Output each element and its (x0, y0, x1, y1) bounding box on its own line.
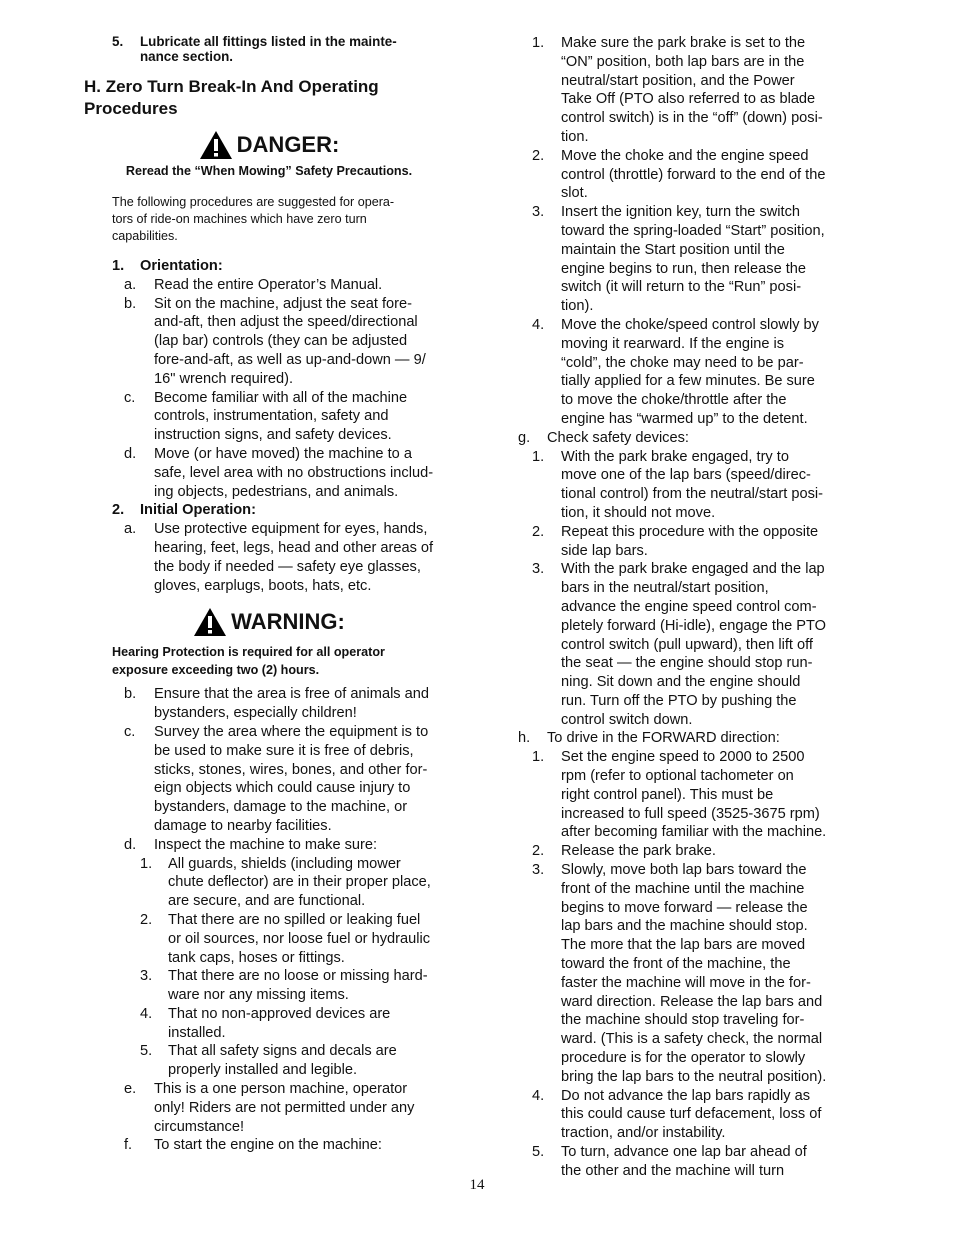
text-line: “cold”, the choke may need to be par- (561, 354, 804, 371)
text-line: engine begins to run, then release the (561, 260, 807, 277)
list-item (532, 842, 848, 861)
warning-header (84, 607, 454, 637)
list-item-label: 5. (532, 1144, 545, 1161)
text-line: control switch down. (561, 711, 693, 728)
text-line: hearing, feet, legs, head and other areas of (154, 539, 434, 556)
list-item-text (561, 560, 848, 729)
list-item-label: a. (124, 276, 137, 293)
text-line: bystanders, damage to the machine, or (154, 799, 408, 816)
text-line: are secure, and are functional. (168, 893, 366, 910)
list-item-text (168, 911, 454, 967)
danger-text: Reread the “When Mowing” Safety Precautions. (125, 164, 413, 178)
list-item-text (561, 1143, 848, 1181)
text-line: Repeat this procedure with the opposite (561, 523, 819, 540)
text-line: That all safety signs and decals are (168, 1043, 397, 1060)
text-line: side lap bars. (561, 542, 648, 559)
area-check-list (84, 685, 454, 854)
text-line: eign objects which could cause injury to (154, 780, 411, 797)
list-item (124, 723, 454, 836)
list-item-text (168, 967, 454, 1005)
text-line: chute deflector) are in their proper place, (168, 874, 431, 891)
start-steps-list (518, 34, 848, 429)
list-item (532, 560, 848, 729)
list-item-label: 1. (532, 448, 545, 465)
list-item (532, 748, 848, 842)
list-item-label: 3. (532, 862, 545, 879)
text-line: control (throttle) forward to the end of the (561, 166, 826, 183)
list-item-text (561, 523, 848, 561)
list-item-text (154, 836, 454, 855)
text-line: to move the choke/throttle after the (561, 392, 787, 409)
list-item-text (168, 855, 454, 911)
text-line: Hearing Protection is required for all operator (112, 645, 385, 660)
text-line: tion, it should not move. (561, 504, 716, 521)
list-item-label: 3. (532, 204, 545, 221)
list-item (124, 389, 454, 445)
list-item-text (561, 842, 848, 861)
text-line: right control panel). This must be (561, 786, 774, 803)
list-item-label: 1. (140, 855, 153, 872)
text-line: With the park brake engaged and the lap (561, 561, 825, 578)
text-line: Release the park brake. (561, 843, 716, 860)
list-item-label: 4. (140, 1005, 153, 1022)
text-line: H. Zero Turn Break-In And Operating (84, 77, 379, 96)
list-item-text (168, 1042, 454, 1080)
list-item (140, 911, 454, 967)
text-line: begins to move forward — release the (561, 899, 808, 916)
list-item-text (154, 445, 454, 501)
list-item-label: c. (124, 389, 136, 406)
text-line: Read the entire Operator’s Manual. (154, 276, 383, 293)
text-line: ward direction. Release the lap bars and (561, 993, 823, 1010)
text-line: Move the choke and the engine speed (561, 147, 809, 164)
text-line: circumstance! (154, 1118, 245, 1135)
text-line: only! Riders are not permitted under any (154, 1099, 415, 1116)
danger-warning-icon (199, 130, 233, 160)
text-line: Insert the ignition key, turn the switch (561, 204, 801, 221)
text-line: safe, level area with no obstructions includ- (154, 464, 434, 481)
text-line: toward the spring-loaded “Start” position, (561, 222, 825, 239)
text-line: ning. Sit down and the engine should (561, 674, 801, 691)
text-line: instruction signs, and safety devices. (154, 427, 392, 444)
text-line: Do not advance the lap bars rapidly as (561, 1087, 811, 1104)
list-item-label: 4. (532, 316, 545, 333)
list-item-text (154, 520, 454, 595)
text-line: fore-and-aft, as well as up-and-down — 9/ (154, 351, 426, 368)
text-line: Slowly, move both lap bars toward the (561, 862, 807, 879)
list-item-text (561, 316, 848, 429)
list-item-text (154, 685, 454, 723)
list-item-text (154, 389, 454, 445)
text-line: Lubricate all fittings listed in the mainte- (140, 34, 397, 49)
list-item (124, 276, 454, 295)
list-item (124, 836, 454, 855)
text-line: Ensure that the area is free of animals and (154, 686, 430, 703)
text-line: tank caps, hoses or fittings. (168, 949, 345, 966)
list-item (532, 316, 848, 429)
text-line: Sit on the machine, adjust the seat fore- (154, 295, 412, 312)
text-line: engine has “warmed up” to the detent. (561, 410, 808, 427)
text-line: slot. (561, 185, 588, 202)
text-line: Use protective equipment for eyes, hands, (154, 521, 428, 538)
list-item (140, 1042, 454, 1080)
text-line: maintain the Start position until the (561, 241, 785, 258)
list-item-label: 1. (532, 35, 545, 51)
list-item-label: 2. (532, 843, 545, 860)
list-item (124, 685, 454, 723)
safety-check-list (518, 448, 848, 730)
drive-forward-item: h. To drive in the FORWARD direction: (518, 730, 780, 747)
list-item-text (168, 1005, 454, 1043)
text-line: The following procedures are suggested for opera- (112, 195, 395, 209)
list-item-label: 2. (532, 523, 545, 540)
text-line: front of the machine until the machine (561, 880, 805, 897)
list-item-text (561, 147, 848, 203)
text-line: This is a one person machine, operator (154, 1081, 408, 1098)
text-line: Survey the area where the equipment is to (154, 723, 429, 740)
text-line: the other and the machine will turn (561, 1162, 785, 1179)
list-item (532, 448, 848, 523)
list-item-text (154, 1136, 454, 1155)
text-line: tors of ride-on machines which have zero turn (112, 212, 367, 226)
text-line: ward. (This is a safety check, the normal (561, 1031, 823, 1048)
list-item-text (561, 448, 848, 523)
text-line: The more that the lap bars are moved (561, 937, 806, 954)
list-item (124, 1080, 454, 1136)
text-line: procedure is for the operator to slowly (561, 1050, 806, 1067)
text-line: controls, instrumentation, safety and (154, 408, 389, 425)
text-line: Make sure the park brake is set to the (561, 35, 806, 51)
text-line: this could cause turf defacement, loss of (561, 1106, 822, 1123)
list-item-text (561, 748, 848, 842)
list-item (124, 520, 454, 595)
text-line: tional control) from the neutral/start posi- (561, 486, 823, 503)
text-line: or oil sources, nor loose fuel or hydraulic (168, 930, 431, 947)
warning-triangle-icon (193, 607, 227, 637)
warning-text (112, 643, 454, 679)
text-line: tially applied for a few minutes. Be sure (561, 373, 815, 390)
list-item (532, 34, 848, 147)
step-5: 5. Lubricate all fittings listed in the mainte- nance section. (112, 34, 454, 64)
list-item (532, 523, 848, 561)
text-line: damage to nearby facilities. (154, 817, 332, 834)
list-item-label: 3. (140, 968, 153, 985)
initial-operation-list (84, 520, 454, 595)
text-line: bring the lap bars to the neutral position). (561, 1068, 827, 1085)
list-item-text (561, 1087, 848, 1143)
list-item-label: 4. (532, 1087, 545, 1104)
initial-operation-heading: 2. Initial Operation: (112, 502, 256, 519)
list-item (532, 203, 848, 316)
list-item-text (561, 861, 848, 1087)
text-line: move one of the lap bars (speed/direc- (561, 467, 811, 484)
text-line: To start the engine on the machine: (154, 1137, 382, 1154)
list-item-label: b. (124, 686, 137, 703)
text-line: gloves, earplugs, boots, hats, etc. (154, 577, 372, 594)
list-item (124, 295, 454, 389)
text-line: the machine should stop traveling for- (561, 1012, 805, 1029)
text-line: That there are no spilled or leaking fuel (168, 911, 421, 928)
list-item (124, 445, 454, 501)
right-column (518, 34, 848, 1181)
text-line: tion. (561, 128, 589, 145)
danger-header (84, 130, 454, 160)
text-line: sticks, stones, wires, bones, and other for- (154, 761, 428, 778)
text-line: Procedures (84, 99, 178, 118)
text-line: All guards, shields (including mower (168, 855, 401, 872)
text-line: after becoming familiar with the machine. (561, 824, 827, 841)
list-item-label: 1. (532, 749, 545, 766)
text-line: control switch (pull upward), then lift off (561, 636, 813, 653)
text-line: (lap bar) controls (they can be adjusted (154, 333, 408, 350)
start-engine-list (84, 1080, 454, 1155)
orientation-list (84, 276, 454, 502)
text-line: installed. (168, 1024, 226, 1041)
left-column (84, 34, 454, 1155)
text-line: faster the machine will move in the for- (561, 974, 811, 991)
list-item-label: 2. (532, 147, 545, 164)
section-title (84, 76, 454, 120)
text-line: nance section. (140, 49, 234, 64)
text-line: switch (it will return to the “Run” posi- (561, 279, 802, 296)
intro-text (112, 194, 432, 245)
text-line: advance the engine speed control com- (561, 598, 817, 615)
warning-label: WARNING: (231, 609, 345, 635)
text-line: ing objects, pedestrians, and animals. (154, 483, 399, 500)
text-line: properly installed and legible. (168, 1062, 358, 1079)
list-item (124, 1136, 454, 1155)
list-item (532, 147, 848, 203)
text-line: the seat — the engine should stop run- (561, 655, 813, 672)
text-line: Move (or have moved) the machine to a (154, 445, 412, 462)
list-item-text (154, 723, 454, 836)
text-line: Become familiar with all of the machine (154, 389, 408, 406)
list-item (140, 1005, 454, 1043)
orientation-heading: 1. Orientation: (112, 258, 223, 274)
list-item-label: 5. (140, 1043, 153, 1060)
list-item-label: d. (124, 445, 137, 462)
text-line: tion). (561, 298, 594, 315)
text-line: ware nor any missing items. (168, 987, 349, 1004)
list-item (532, 1143, 848, 1181)
text-line: control switch) is in the “off” (down) posi- (561, 110, 823, 127)
text-line: lap bars and the machine should stop. (561, 918, 808, 935)
list-item-label: e. (124, 1081, 137, 1098)
text-line: the body if needed — safety eye glasses, (154, 558, 421, 575)
list-item-label: 2. (140, 911, 153, 928)
list-item-text (561, 203, 848, 316)
text-line: pletely forward (Hi-idle), engage the PTO (561, 617, 826, 634)
list-item-text (561, 34, 848, 147)
text-line: Move the choke/speed control slowly by (561, 316, 819, 333)
text-line: Set the engine speed to 2000 to 2500 (561, 749, 805, 766)
text-line: and-aft, then adjust the speed/directional (154, 314, 418, 331)
text-line: be used to make sure it is free of debris, (154, 742, 414, 759)
check-safety-item: g. Check safety devices: (518, 429, 689, 446)
text-line: moving it rearward. If the engine is (561, 335, 785, 352)
list-item-label: a. (124, 521, 137, 538)
text-line: 16" wrench required). (154, 370, 294, 387)
danger-label: DANGER: (236, 132, 340, 157)
text-line: “ON” position, both lap bars are in the (561, 53, 805, 70)
text-line: Take Off (PTO also referred to as blade (561, 91, 816, 108)
list-item-text (154, 1080, 454, 1136)
forward-steps-list (518, 748, 848, 1180)
list-item (140, 967, 454, 1005)
text-line: That there are no loose or missing hard- (168, 968, 428, 985)
text-line: increased to full speed (3525-3675 rpm) (561, 805, 820, 822)
text-line: rpm (refer to optional tachometer on (561, 768, 794, 785)
inspection-list (84, 855, 454, 1081)
list-item-text (154, 276, 454, 295)
list-item (532, 1087, 848, 1143)
text-line: exposure exceeding two (2) hours. (112, 663, 320, 678)
text-line: bars in the neutral/start position, (561, 580, 769, 597)
text-line: To turn, advance one lap bar ahead of (561, 1144, 807, 1161)
text-line: toward the front of the machine, the (561, 956, 791, 973)
list-item-label: b. (124, 295, 137, 312)
list-item (532, 861, 848, 1087)
text-line: run. Turn off the PTO by pushing the (561, 692, 797, 709)
text-line: neutral/start position, and the Power (561, 72, 795, 89)
list-item-label: f. (124, 1137, 133, 1154)
page-number: 14 (469, 1177, 485, 1193)
step-5-text (140, 34, 454, 64)
list-item-label: c. (124, 723, 136, 740)
text-line: traction, and/or instability. (561, 1125, 726, 1142)
list-item-label: 3. (532, 561, 545, 578)
list-item-label: d. (124, 836, 137, 853)
list-item (140, 855, 454, 911)
text-line: Inspect the machine to make sure: (154, 836, 378, 853)
list-item-text (154, 295, 454, 389)
text-line: That no non-approved devices are (168, 1005, 391, 1022)
text-line: capabilities. (112, 229, 178, 243)
text-line: bystanders, especially children! (154, 705, 357, 722)
text-line: With the park brake engaged, try to (561, 448, 789, 465)
